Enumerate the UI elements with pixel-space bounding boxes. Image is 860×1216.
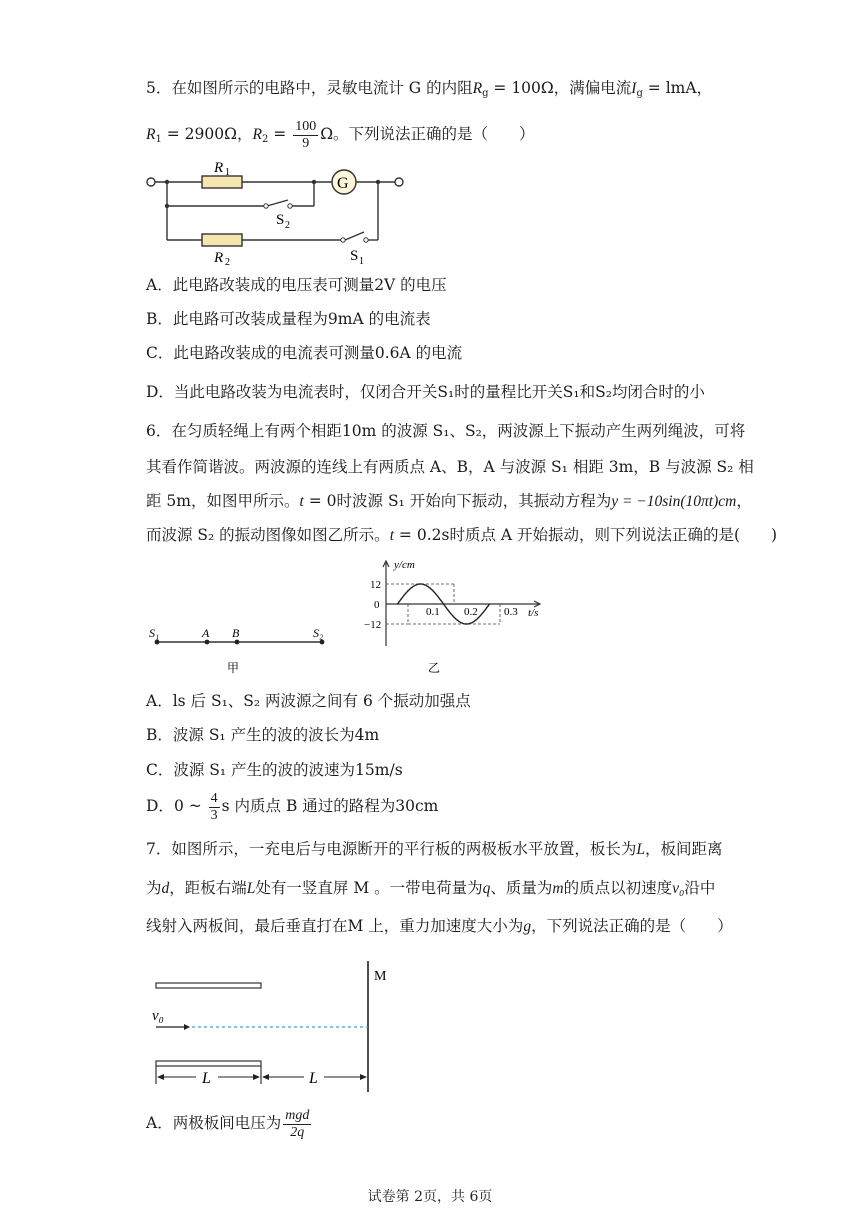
q5-stem-line1 [146,77,712,105]
r1-sub: 1 [155,134,162,145]
q7-text: 线射入两板间，最后垂直打在M 上，重力加速度大小为 [146,917,524,935]
rg-sub: g [482,88,489,99]
ohm-unit: Ω [320,125,334,143]
m-symbol: m [552,880,564,897]
rg-value: = 100Ω [488,79,554,97]
l-symbol: L [636,841,645,858]
x-tick-0-3: 0.3 [504,606,518,618]
q-symbol: q [482,880,491,897]
q5-text: ， [696,79,713,97]
q6-option-a[interactable]: A．ls 后 S₁、S₂ 两波源之间有 6 个振动加强点 [146,692,471,710]
q5-text: 。下列说法正确的是（ ） [333,125,535,143]
v0-label: v₀ [152,1008,164,1024]
q7-option-a[interactable] [146,1104,313,1142]
b-point-label: B [232,626,240,640]
y-axis-label: y/cm [394,559,415,571]
screen-label: M [374,969,387,984]
q5-text: ， [236,125,253,143]
q7-text: 处有一竖直屏 M 。一带电荷量为 [255,879,483,897]
fraction-numerator: 4 [210,790,218,806]
q6-text: ， [736,492,752,510]
q5-option-d[interactable]: D．当此电路改装为电流表时，仅闭合开关S₁时的量程比开关S₁和S₂均闭合时的小 [146,383,705,401]
ig-sub: g [636,88,643,99]
fraction-denominator: 9 [302,135,310,151]
voltage-fraction [283,1108,311,1141]
q5-text: = [268,125,292,143]
x-axis-label: t/s [528,607,539,619]
s1-label: S [350,248,359,264]
lower-plate [156,1061,261,1066]
q6-stem-line3 [146,490,752,513]
x-tick-0-2: 0.2 [464,606,478,618]
figure-jia-caption: 甲 [227,661,240,675]
q7-text: 沿中 [684,879,716,897]
g-symbol: g [523,918,532,935]
q5-text: 5．在如图所示的电路中，灵敏电流计 G 的内阻 [146,79,473,97]
q6-stem-line1: 6．在匀质轻绳上有两个相距10m 的波源 S₁、S₂，两波源上下振动产生两列绳波，可将 [146,422,746,440]
r2-sub: 2 [261,134,269,145]
q7-text: ，距板右端 [169,879,247,897]
q5-option-a[interactable]: A．此电路改装成的电压表可测量2V 的电压 [146,276,447,294]
figure-yi-caption: 乙 [428,661,441,675]
q7-text: 7．如图所示，一充电后与电源断开的平行板的两极板水平放置，板长为 [146,840,637,858]
q7-stem-line3 [146,915,733,938]
ig-value: = lmA [642,79,697,97]
q7-text: 为 [146,879,162,897]
r1-symbol: R [146,126,156,143]
s2-label: S [276,212,285,228]
plate-length-label: L [202,1070,211,1087]
q7-text: ，下列说法正确的是（ ） [531,917,733,935]
q6-text: 而波源 S₂ 的振动图像如图乙所示。 [146,526,390,544]
r1-value: = 2900Ω [161,125,237,143]
y-tick-12: 12 [370,579,381,591]
fraction-numerator: mgd [285,1107,310,1123]
option-text: s 内质点 B 通过的路程为30cm [221,797,439,815]
figure-jia-rope [146,620,336,676]
q5-stem-line2 [146,118,535,156]
s1-label-sub: 1 [359,256,364,266]
r1-label: R [214,160,224,176]
figure-yi-vibration-graph [358,556,568,676]
time-fraction [209,791,220,824]
y-tick-neg12: −12 [364,619,382,631]
a-point-label: A [202,626,210,640]
q7-text: 、质量为 [490,879,553,897]
r2-symbol: R [252,126,262,143]
r2-label-sub: 2 [225,257,230,266]
galvanometer-label: G [337,175,349,192]
parallel-plate-diagram [146,956,396,1096]
l-symbol: L [246,880,256,897]
x-tick-0-1: 0.1 [426,606,440,618]
fraction-denominator: 2q [290,1124,305,1140]
ig-symbol: I [631,80,637,97]
option-letter: D． [146,797,174,815]
y-tick-0: 0 [374,599,380,611]
q6-stem-line2: 其看作简谐波。两波源的连线上有两质点 A、B，A 与波源 S₁ 相距 3m，B 与波源 S₂ 相 [146,458,754,476]
q5-option-b[interactable]: B．此电路可改装成量程为9mA 的电流表 [146,310,431,328]
t-symbol: t [299,493,304,510]
s2-point-label: S₂ [313,626,324,640]
q6-text: = 0时波源 S₁ 开始向下振动，其振动方程为 [303,492,612,510]
r2-fraction [293,119,318,152]
rg-symbol: R [472,80,483,97]
option-text: A．两极板间电压为 [146,1114,282,1132]
t-symbol: t [389,527,394,544]
fraction-numerator: 100 [295,118,317,134]
screen-distance-label: L [309,1070,318,1087]
fraction-denominator: 3 [210,807,218,823]
v0-symbol: v₀ [672,880,685,897]
r2-label: R [214,250,224,266]
circuit-diagram [140,156,410,266]
q6-option-c[interactable]: C．波源 S₁ 产生的波的波速为15m/s [146,761,403,779]
d-symbol: d [161,880,170,897]
vibration-equation: y = −10sin(10πt)cm [611,493,737,510]
q6-option-b[interactable]: B．波源 S₁ 产生的波的波长为4m [146,726,380,744]
q6-option-d[interactable] [146,788,438,824]
q6-text: 距 5m，如图甲所示。 [146,492,300,510]
q6-stem-line4 [146,524,777,547]
q7-text: ，板间距离 [645,840,723,858]
upper-plate [156,983,261,988]
q7-text: 的质点以初速度 [563,879,673,897]
q5-option-c[interactable]: C．此电路改装成的电流表可测量0.6A 的电流 [146,344,463,362]
q6-text: = 0.2s时质点 A 开始振动，则下列说法正确的是( ) [394,526,778,544]
range-start: 0 ~ [173,797,207,815]
q7-stem-line1 [146,838,723,861]
page-footer: 试卷第 2页，共 6页 [367,1189,493,1205]
s2-label-sub: 2 [285,220,290,231]
q5-text: ，满偏电流 [553,79,632,97]
q7-stem-line2 [146,877,715,900]
r1-label-sub: 1 [225,167,230,178]
s1-point-label: S₁ [149,626,160,640]
